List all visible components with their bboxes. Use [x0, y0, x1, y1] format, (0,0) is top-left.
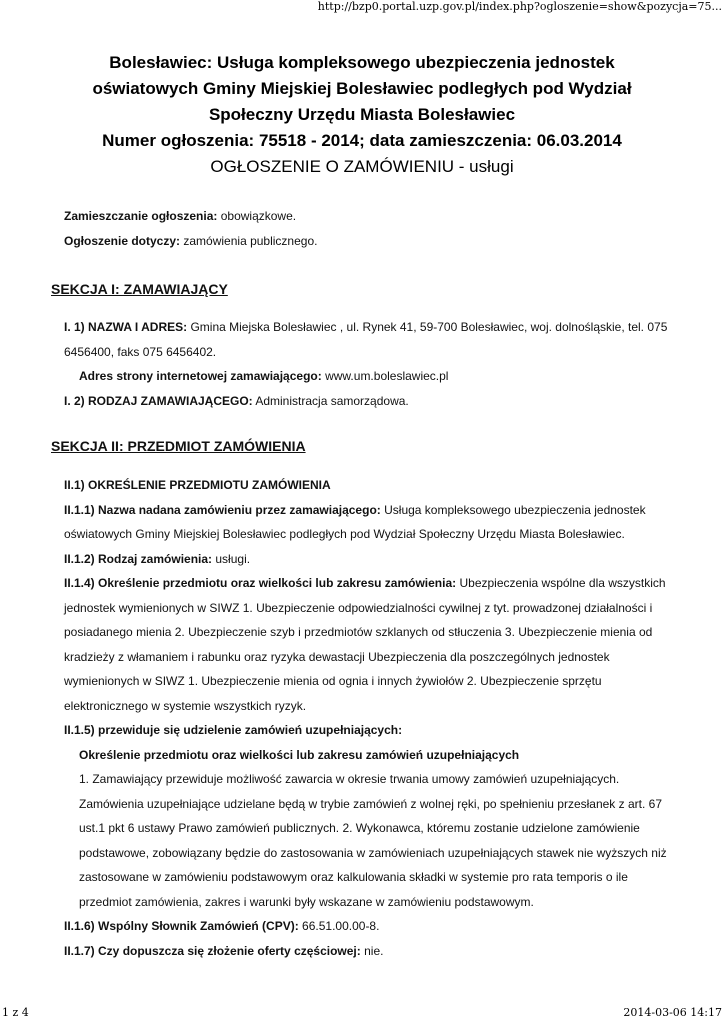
supplementary-label: II.1.5) przewiduje się udzielenie zamówień uzupełniających: — [64, 723, 403, 737]
subsection-heading: II.1) OKREŚLENIE PRZEDMIOTU ZAMÓWIENIA — [64, 478, 331, 492]
supplementary-heading: Określenie przedmiotu oraz wielkości lub zakresu zamówień uzupełniających — [79, 748, 520, 762]
supplementary-line: zastosowane w zamówieniu podstawowym oraz kalkulowania składki w systemie pro rata temporis o ile — [79, 870, 628, 884]
placement-value: obowiązkowe. — [220, 209, 297, 223]
contracting-name-row — [64, 315, 686, 340]
print-url: http://bzp0.portal.uzp.gov.pl/index.php?ogloszenie=show&pozycja=75... — [317, 0, 722, 13]
contracting-type-label: I. 2) RODZAJ ZAMAWIAJĄCEGO: — [64, 394, 253, 408]
title-line: oświatowych Gminy Miejskiej Bolesławiec podległych pod Wydział — [92, 79, 632, 98]
supplementary-line: Zamówienia uzupełniające udzielane będą w trybie zamówień z wolnej ręki, po spełnieniu przesłanek z art. 67 — [79, 797, 662, 811]
scope-label: II.1.4) Określenie przedmiotu oraz wielkości lub zakresu zamówienia: — [64, 576, 457, 590]
order-name-label: II.1.1) Nazwa nadana zamówieniu przez zamawiającego: — [64, 503, 381, 517]
placement-label: Zamieszczanie ogłoszenia: — [64, 209, 218, 223]
website-value: www.um.boleslawiec.pl — [325, 369, 449, 383]
contracting-name-cont: 6456400, faks 075 6456402. — [64, 345, 217, 359]
section-heading: SEKCJA II: PRZEDMIOT ZAMÓWIENIA — [51, 438, 306, 454]
cpv-value: 66.51.00.00-8. — [302, 919, 380, 933]
supplementary-line: ust.1 pkt 6 ustawy Prawo zamówień publicznych. 2. Wykonawca, któremu zostanie udzielone zamówienie — [79, 821, 640, 835]
partial-offer-label: II.1.7) Czy dopuszcza się złożenie oferty częściowej: — [64, 944, 361, 958]
page-number: 1 z 4 — [2, 1006, 29, 1019]
placement-row — [64, 204, 686, 229]
order-name-row — [64, 498, 686, 523]
contracting-type-value: Administracja samorządowa. — [255, 394, 409, 408]
concerns-label: Ogłoszenie dotyczy: — [64, 234, 181, 248]
partial-offer-value: nie. — [364, 944, 384, 958]
website-row — [79, 364, 686, 389]
announcement-type: OGŁOSZENIE O ZAMÓWIENIU - usługi — [210, 157, 514, 176]
scope-line: elektronicznego w systemie wszystkich ryzyk. — [64, 699, 307, 713]
concerns-value: zamówienia publicznego. — [183, 234, 318, 248]
scope-row — [64, 571, 686, 596]
supplementary-line: przedmiot zamówienia, zakres i warunki były wskazane w zamówieniu podstawowym. — [79, 895, 534, 909]
order-name-value: Usługa kompleksowego ubezpieczenia jednostek — [384, 503, 646, 517]
title-line: Bolesławiec: Usługa kompleksowego ubezpieczenia jednostek — [109, 53, 615, 72]
scope-line: kradzieży z włamaniem i rabunku oraz ryzyka dewastacji Ubezpieczenia dla poszczególnych jednostek — [64, 650, 610, 664]
section-heading: SEKCJA I: ZAMAWIAJĄCY — [51, 281, 228, 297]
print-datetime: 2014-03-06 14:17 — [623, 1006, 722, 1019]
contracting-name-value: Gmina Miejska Bolesławiec , ul. Rynek 41, 59-700 Bolesławiec, woj. dolnośląskie, tel. 075 — [190, 320, 668, 334]
partial-offer-row — [64, 939, 686, 964]
scope-line: jednostek wymienionych w SIWZ 1. Ubezpieczenie odpowiedzialności cywilnej z tyt. prowadzonej działalności i — [64, 601, 653, 615]
announcement-number: Numer ogłoszenia: 75518 - 2014; data zamieszczenia: 06.03.2014 — [102, 131, 622, 150]
order-name-cont: oświatowych Gminy Miejskiej Bolesławiec podległych pod Wydział Społeczny Urzędu Miasta Bolesławiec. — [64, 527, 625, 541]
website-label: Adres strony internetowej zamawiającego: — [79, 369, 322, 383]
page-title — [60, 50, 664, 154]
title-line: Społeczny Urzędu Miasta Bolesławiec — [208, 105, 516, 124]
cpv-row — [64, 914, 686, 939]
order-kind-value: usługi. — [215, 552, 251, 566]
contracting-name-label: I. 1) NAZWA I ADRES: — [64, 320, 188, 334]
supplementary-line: 1. Zamawiający przewiduje możliwość zawarcia w okresie trwania umowy zamówień uzupełniających. — [79, 772, 620, 786]
cpv-label: II.1.6) Wspólny Słownik Zamówień (CPV): — [64, 919, 299, 933]
concerns-row — [64, 229, 686, 254]
order-kind-label: II.1.2) Rodzaj zamówienia: — [64, 552, 213, 566]
order-kind-row — [64, 547, 686, 572]
scope-line: wymienionych w SIWZ 1. Ubezpieczenie mienia od ognia i innych żywiołów 2. Ubezpieczenie sprzętu — [64, 674, 602, 688]
supplementary-line: podstawowe, zobowiązany będzie do zastosowania w zamówieniach uzupełniających stawek nie wyższych niż — [79, 846, 667, 860]
contracting-type-row — [64, 389, 686, 414]
scope-value: Ubezpieczenia wspólne dla wszystkich — [459, 576, 666, 590]
scope-line: posiadanego mienia 2. Ubezpieczenie szyb i przedmiotów szklanych od stłuczenia 3. Ubezpieczenie mienia od — [64, 625, 653, 639]
